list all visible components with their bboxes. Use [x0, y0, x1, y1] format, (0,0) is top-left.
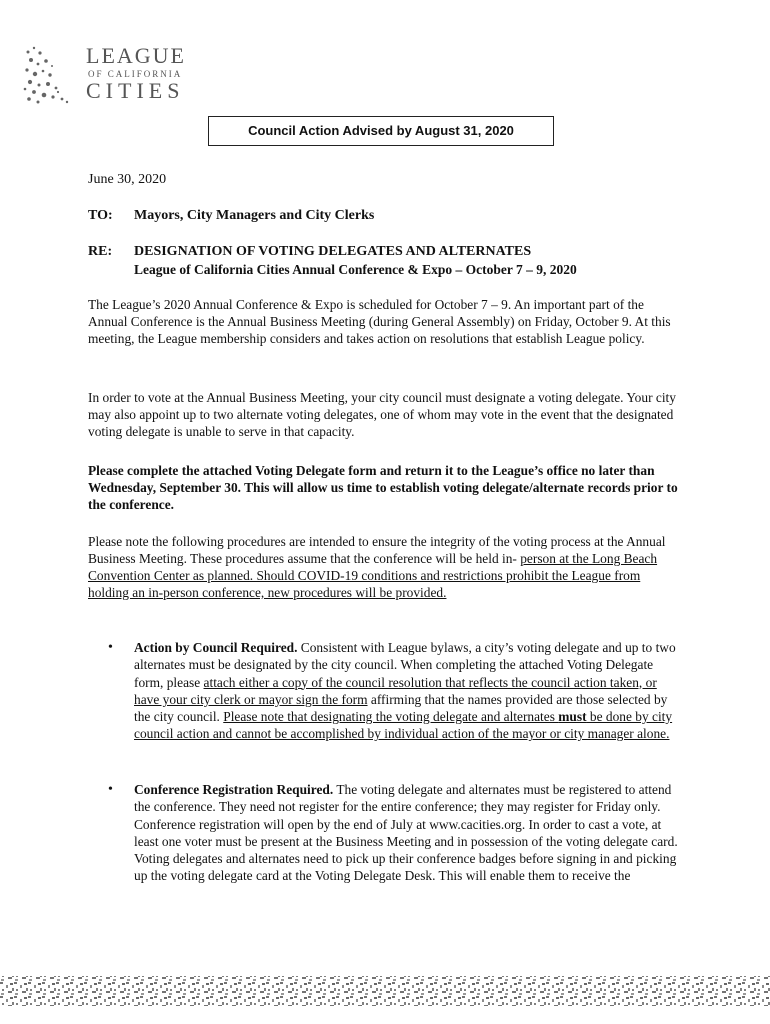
re-line — [88, 244, 531, 260]
paragraph-procedures — [88, 533, 680, 601]
procedures-covid-text: person at the Long Beach Convention Center as planned. Should COVID-19 conditions and restrictions prohibit the League from holding an in-person conference, new procedures will be provided. — [88, 551, 658, 600]
logo-line-league: LEAGUE — [86, 43, 186, 68]
bullet-underlined-text: be done by city council action and cannot be accomplished by individual action of the mayor or city manager alone. — [134, 709, 673, 742]
logo-line-of-california: OF CALIFORNIA — [88, 69, 183, 79]
to-recipients: Mayors, City Managers and City Clerks — [134, 208, 375, 223]
bullet-emphasis: must — [558, 709, 587, 725]
california-seal-icon — [22, 44, 84, 106]
bullet-heading: Conference Registration Required. — [134, 782, 334, 797]
bullet-council-action — [108, 639, 680, 743]
bullet-text: The voting delegate and alternates must be registered to attend the conference. They need not register for the entire conference; they may register for Friday only. Conference registration will open by the end of July at www.cacities.org. In order to cast a vote, at least one voter must be present at the Business Meeting and in possession of the voting delegate card. Voting delegates and alternates need to pick up their conference badges before signing in and picking up the voting delegate card at the Voting Delegate Desk. This will enable them to receive the — [134, 782, 678, 884]
re-subtitle: League of California Cities Annual Conference & Expo – October 7 – 9, 2020 — [134, 262, 577, 277]
scan-noise-strip — [0, 968, 770, 1024]
bullet-list-2 — [108, 781, 680, 885]
paragraph-deadline: Please complete the attached Voting Delegate form and return it to the League’s office no later than Wednesday, September 30. This will allow us time to establish voting delegate/alternate records prior to the conference. — [88, 463, 678, 512]
bullet-text: Consistent with League bylaws, a city’s voting delegate and up to two alternates must be designated by the city council. When completing the attached Voting Delegate form, please — [134, 640, 676, 690]
procedures-text: Please note the following procedures are intended to ensure the integrity of the voting process at the Annual Business Meeting. These procedures assume that the conference will be held in- — [88, 534, 666, 566]
re-title: DESIGNATION OF VOTING DELEGATES AND ALTERNATES — [134, 244, 532, 259]
bullet-underlined-text: Please note that designating the voting delegate and alternates — [223, 709, 559, 725]
to-line — [88, 208, 374, 224]
bullet-underlined-text: attach either a copy of the council resolution that reflects the council action taken, or have your city clerk or mayor sign the form — [134, 674, 657, 707]
bullet-list-1 — [108, 639, 680, 743]
bullet-registration — [108, 781, 680, 885]
re-label: RE: — [88, 244, 113, 259]
to-label: TO: — [88, 208, 113, 223]
bullet-heading: Action by Council Required. — [134, 640, 298, 655]
paragraph-conference: The League’s 2020 Annual Conference & Expo is scheduled for October 7 – 9. An important part of the Annual Conference is the Annual Business Meeting (during General Assembly) on Friday, October 9. At this meeting, the League membership considers and takes action on resolutions that establish League policy. — [88, 297, 671, 346]
league-logo — [22, 44, 202, 108]
logo-line-cities: CITIES — [86, 78, 185, 103]
letter-date: June 30, 2020 — [88, 172, 167, 187]
bullet-dot-icon: • — [108, 640, 113, 655]
council-action-box: Council Action Advised by August 31, 2020 — [208, 116, 554, 146]
bullet-text: affirming that the names provided are those selected by the city council. — [134, 691, 668, 725]
paragraph-voting: In order to vote at the Annual Business Meeting, your city council must designate a voting delegate. Your city may also appoint up to two alternate voting delegates, one of whom may vote in the event that the designated voting delegate is unable to serve in that capacity. — [88, 390, 676, 439]
bullet-dot-icon: • — [108, 782, 113, 797]
